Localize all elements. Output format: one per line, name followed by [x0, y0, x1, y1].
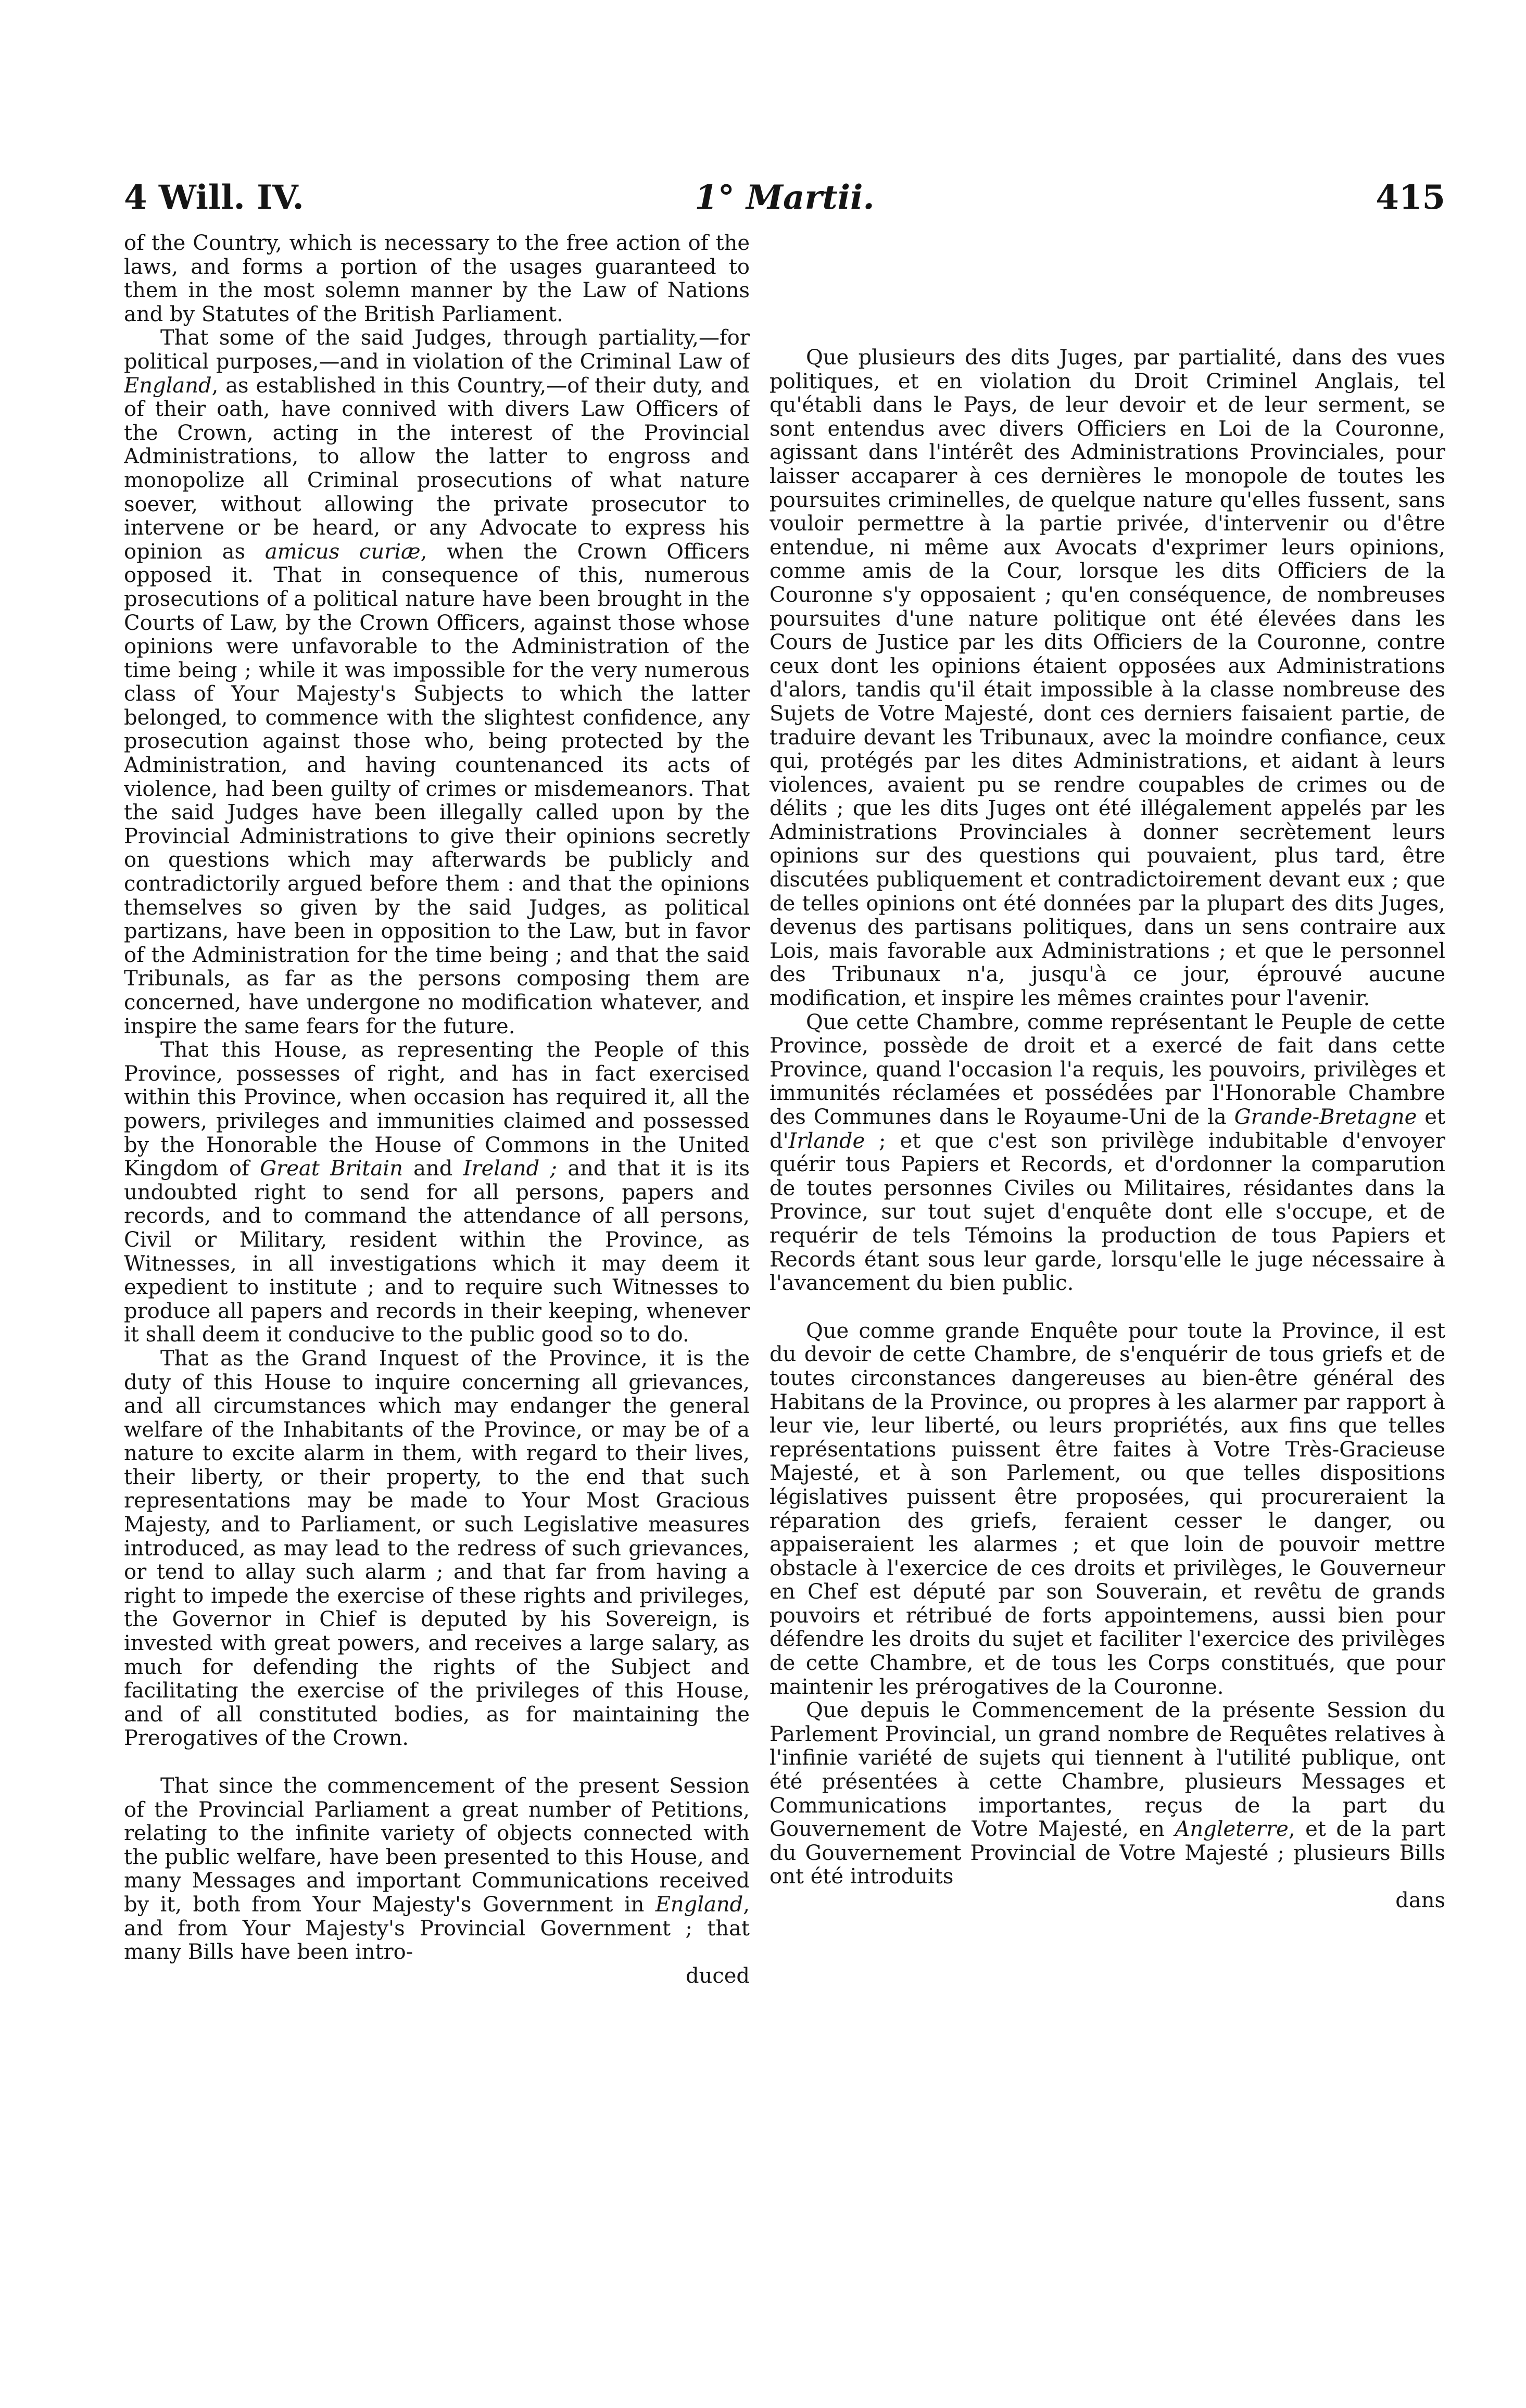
fr-paragraph-2 — [770, 1011, 1445, 1296]
en-p2-italic-england: England — [124, 373, 212, 398]
french-column — [770, 232, 1445, 2194]
en-p3-text-c: and — [402, 1157, 463, 1181]
en-paragraph-5 — [124, 1775, 750, 1965]
en-paragraph-1: of the Country, which is necessary to the free action of the laws, and forms a portion of the usages guaranteed to them in the most solemn manner by the Law of Nations and by Statutes of the British Parliament. — [124, 232, 750, 326]
en-p2-text-a: That some of the said Judges, through partiality,—for political purposes,—and in violation of the Criminal Law of — [124, 326, 750, 374]
fr-p2-text-c: et d' — [770, 1105, 1445, 1153]
fr-p4-italic-angleterre: Angleterre — [1175, 1817, 1289, 1842]
en-p5-text-c: , and from Your Majesty's Provincial Government ; that many Bills have been intro- — [124, 1892, 750, 1965]
fr-paragraph-3: Que comme grande Enquête pour toute la Province, il est du devoir de cette Chambre, de s'enquérir de tous griefs et de toutes circonstances dangereuses au bien-être général des Habitans de la Province, ou propres à les alarmer par rapport à leur vie, leur liberté, ou leurs propriétés, aux fins que telles représentations puissent être faites à Votre Très-Gracieuse Majesté, et à son Parlement, ou que telles dispositions législatives puissent être proposées, qui procureraient la réparation des griefs, feraient cesser le danger, ou appaiseraient les alarmes ; et que loin de pouvoir mettre obstacle à l'exercice de ces droits et privilèges, le Gouverneur en Chef est député par son Souverain, et revêtu de grands pouvoirs et rétribué de forts appointemens, aussi bien pour défendre les droits du sujet et faciliter l'exercice des privilèges de cette Chambre, et de tous les Corps constitués, que pour maintenir les prérogatives de la Couronne. — [770, 1319, 1445, 1699]
regnal-year: 4 Will. IV. — [124, 178, 304, 217]
en-catchword: duced — [685, 1963, 750, 1988]
en-p3-italic-great-britain: Great Britain — [260, 1157, 403, 1181]
fr-p2-italic-grande-bretagne: Grande-Bretagne — [1234, 1105, 1417, 1129]
fr-p2-text-e: ; et que c'est son privilège indubitable d'envoyer quérir tous Papiers et Records, et d'ordonner la comparution de toutes personnes Civiles ou Militaires, résidantes dans la Province, sur tout sujet d'enquête dont elle s'occupe, et de requérir de tels Témoins la production de tous Papiers et Records étant sous leur garde, lorsqu'elle le juge nécessaire à l'avancement du bien public. — [770, 1129, 1445, 1296]
en-paragraph-3 — [124, 1038, 750, 1347]
en-p2-italic-amicus: amicus curiæ — [264, 539, 421, 564]
en-p3-italic-ireland: Ireland ; — [463, 1157, 558, 1181]
en-p5-text-a: That since the commencement of the present Session of the Provincial Parliament a great number of Petitions, relating to the infinite variety of objects connected with the public welfare, have been presented to this House, and many Messages and important Communications received by it, both from Your Majesty's Government in — [124, 1774, 750, 1917]
fr-paragraph-1: Que plusieurs des dits Juges, par partialité, dans des vues politiques, et en violation du Droit Criminel Anglais, tel qu'établi dans le Pays, de leur devoir et de leur serment, se sont entendus avec divers Officiers en Loi de la Couronne, agissant dans l'intérêt des Administrations Provinciales, pour laisser accaparer à ces dernières le monopole de toutes les poursuites criminelles, de quelque nature qu'elles fussent, sans vouloir permettre à la partie privée, d'intervenir ou d'être entendue, ni même aux Avocats d'exprimer leurs opinions, comme amis de la Cour, lorsque les dits Officiers de la Couronne s'y opposaient ; qu'en conséquence, de nombreuses poursuites d'une nature politique ont été élevées dans les Cours de Justice par les dits Officiers de la Couronne, contre ceux dont les opinions étaient opposées aux Administrations d'alors, tandis qu'il était impossible à la classe nombreuse des Sujets de Votre Majesté, dont ces derniers faisaient partie, de traduire devant les Tribunaux, avec la moindre confiance, ceux qui, protégés par les dites Administrations, et aidant à leurs violences, avaient pu se rendre coupables de crimes ou de délits ; que les dits Juges ont été illégalement appelés par les Administrations Provinciales à donner secrètement leurs opinions sur des questions qui pouvaient, plus tard, être discutées publiquement et contradictoirement devant eux ; que de telles opinions ont été données par la plupart des dits Juges, devenus des partisans politiques, dans un sens contraire aux Lois, mais favorable aux Administrations ; et que le personnel des Tribunaux n'a, jusqu'à ce jour, éprouvé aucune modification, et inspire les mêmes craintes pour l'avenir. — [770, 346, 1445, 1011]
fr-p4-text-c: , et de la part du Gouvernement Provincial de Votre Majesté ; plusieurs Bills ont été introduits — [770, 1817, 1445, 1889]
en-p3-text-e: and that it is its undoubted right to send for all persons, papers and records, and to command the attendance of all persons, Civil or Military, resident within the Province, as Witnesses, in all investigations which it may deem it expedient to institute ; and to require such Witnesses to produce all papers and records in their keeping, whenever it shall deem it conducive to the public good so to do. — [124, 1157, 750, 1347]
en-p5-italic-england: England — [655, 1892, 743, 1917]
english-column — [124, 232, 750, 2194]
en-p3-text-a: That this House, as representing the People of this Province, possesses of right, and has in fact exercised within this Province, when occasion has required it, all the powers, privileges and immunities claimed and possessed by the Honorable the House of Commons in the United Kingdom of — [124, 1038, 750, 1181]
en-p2-text-c: , as established in this Country,—of their duty, and of their oath, have connived with divers Law Officers of the Crown, acting in the interest of the Provincial Administrations, to allow the latter to engross and monopolize all Criminal prosecutions of what nature soever, without allowing the private prosecutor to intervene or be heard, or any Advocate to express his opinion as — [124, 373, 750, 564]
session-date: 1° Martii. — [695, 178, 875, 217]
fr-p2-text-a: Que cette Chambre, comme représentant le Peuple de cette Province, possède de droit et a exercé de fait dans cette Province, quand l'occasion l'a requis, les pouvoirs, privilèges et immunités réclamées et possédées par l'Honorable Chambre des Communes dans le Royaume-Uni de la — [770, 1010, 1445, 1129]
fr-catchword: dans — [1395, 1889, 1445, 1912]
fr-p2-italic-irlande: Irlande — [788, 1129, 865, 1153]
fr-p4-text-a: Que depuis le Commencement de la présente Session du Parlement Provincial, un grand nombre de Requêtes relatives à l'infinie variété de sujets qui tiennent à l'utilité publique, ont été présentées à cette Chambre, plusieurs Messages et Communications importantes, reçus de la part du Gouvernement de Votre Majesté, en — [770, 1699, 1445, 1842]
running-head — [124, 174, 1445, 232]
en-p2-text-e: , when the Crown Officers opposed it. That in consequence of this, numerous prosecutions of a political nature have been brought in the Courts of Law, by the Crown Officers, against those whose opinions were unfavorable to the Administration of the time being ; while it was impossible for the very numerous class of Your Majesty's Subjects to which the latter belonged, to commence with the slightest confidence, any prosecution against those who, being protected by the Administration, and having countenanced its acts of violence, had been guilty of crimes or misdemeanors. That the said Judges have been illegally called upon by the Provincial Administrations to give their opinions secretly on questions which may afterwards be publicly and contradictorily argued before them : and that the opinions themselves so given by the said Judges, as political partizans, have been in opposition to the Law, but in favor of the Administration for the time being ; and that the said Tribunals, as far as the persons composing them are concerned, have undergone no modification whatever, and inspire the same fears for the future. — [124, 539, 750, 1038]
fr-paragraph-4 — [770, 1699, 1445, 1889]
en-paragraph-2 — [124, 326, 750, 1038]
page-number: 415 — [1376, 178, 1445, 217]
en-paragraph-4: That as the Grand Inquest of the Province, it is the duty of this House to inquire concerning all grievances, and all circumstances which may endanger the general welfare of the Inhabitants of the Province, or may be of a nature to excite alarm in them, with regard to their lives, their liberty, or their property, to the end that such representations may be made to Your Most Gracious Majesty, and to Parliament, or such Legislative measures introduced, as may lead to the redress of such grievances, or tend to allay such alarm ; and that far from having a right to impede the exercise of these rights and privileges, the Governor in Chief is deputed by his Sovereign, is invested with great powers, and receives a large salary, as much for defending the rights of the Subject and facilitating the exercise of the privileges of this House, and of all constituted bodies, as for maintaining the Prerogatives of the Crown. — [124, 1346, 750, 1751]
